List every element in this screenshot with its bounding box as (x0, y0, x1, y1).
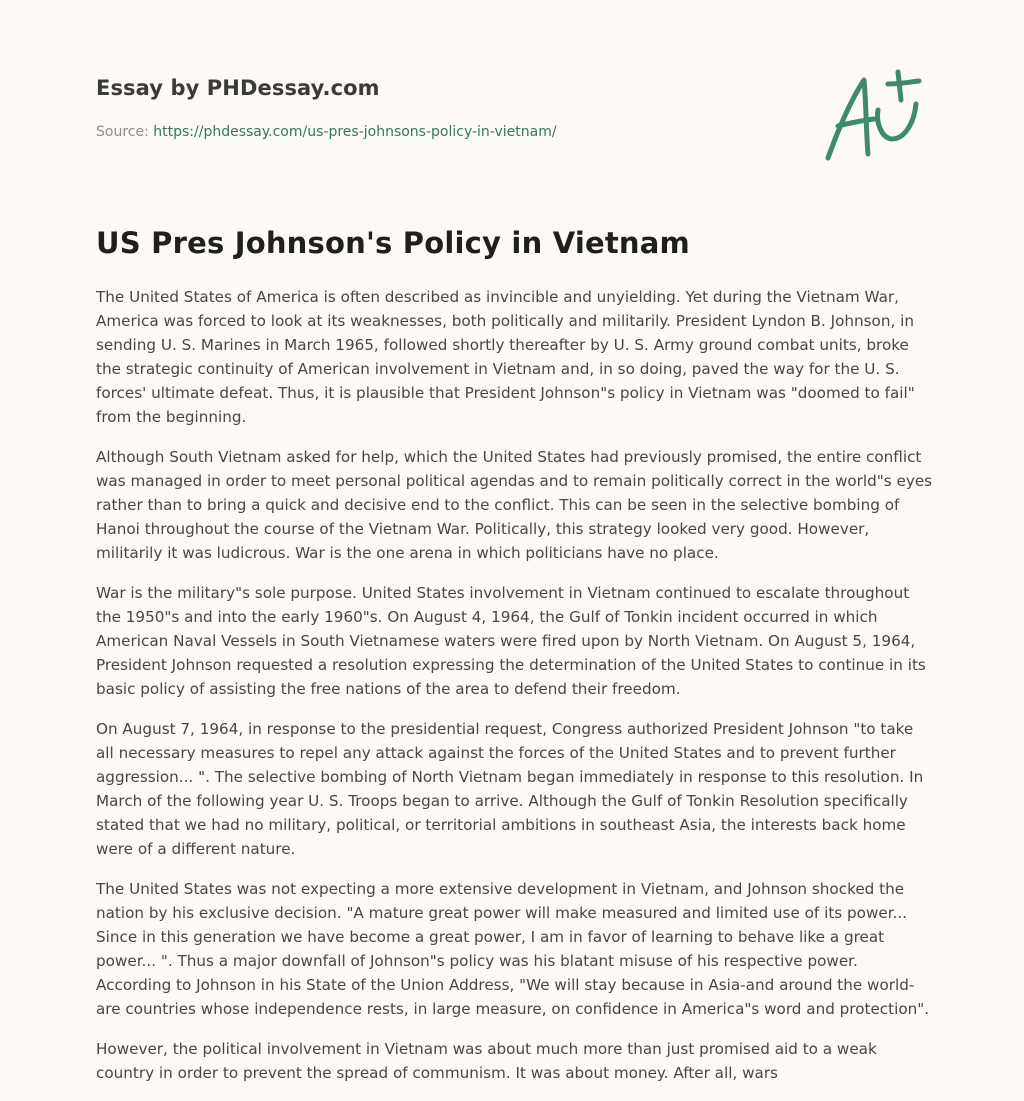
essay-paragraph: Although South Vietnam asked for help, which the United States had previously promised, the entire conflict was managed in order to meet personal political agendas and to remain politically correct in the world"s eyes rather than to bring a quick and decisive end to the conflict. This can be seen in the selective bombing of Hanoi throughout the course of the Vietnam War. Politically, this strategy looked very good. However, militarily it was ludicrous. War is the one arena in which politicians have no place. (96, 448, 933, 562)
essay-body (96, 285, 934, 1101)
essay-paragraph: The United States was not expecting a more extensive development in Vietnam, and Johnson shocked the nation by his exclusive decision. "A mature great power will make measured and limited use of its power... Since in this generation we have become a great power, I am in favor of learning to behave like a great power... ". Thus a major downfall of Johnson"s policy was his blatant misuse of his respective power. According to Johnson in his State of the Union Address, "We will stay because in Asia-and around the world-are countries whose independence rests, in large measure, on confidence in America"s word and protection". (96, 880, 930, 1018)
essay-title: US Pres Johnson's Policy in Vietnam (96, 226, 690, 260)
essay-paragraph: War is the military"s sole purpose. United States involvement in Vietnam continued to escalate throughout the 1950"s and into the early 1960"s. On August 4, 1964, the Gulf of Tonkin incident occurred in which American Naval Vessels in South Vietnamese waters were fired upon by North Vietnam. On August 5, 1964, President Johnson requested a resolution expressing the determination of the United States to continue in its basic policy of assisting the free nations of the area to defend their freedom. (96, 584, 926, 698)
site-title: Essay by PHDessay.com (96, 76, 380, 100)
essay-paragraph: On August 7, 1964, in response to the presidential request, Congress authorized President Johnson "to take all necessary measures to repel any attack against the forces of the United States and to prevent further aggression... ". The selective bombing of North Vietnam began immediately in response to this resolution. In March of the following year U. S. Troops began to arrive. Although the Gulf of Tonkin Resolution specifically stated that we had no military, political, or territorial ambitions in southeast Asia, the interests back home were of a different nature. (96, 720, 924, 858)
essay-page (96, 0, 936, 1082)
essay-paragraph: The United States of America is often described as invincible and unyielding. Yet during the Vietnam War, America was forced to look at its weaknesses, both politically and militarily. President Lyndon B. Johnson, in sending U. S. Marines in March 1965, followed shortly thereafter by U. S. Army ground combat units, broke the strategic continuity of American involvement in Vietnam and, in so doing, paved the way for the U. S. forces' ultimate defeat. Thus, it is plausible that President Johnson"s policy in Vietnam was "doomed to fail" from the beginning. (96, 288, 915, 426)
source-label: Source: (96, 124, 149, 140)
source-line (96, 124, 557, 140)
essay-paragraph: However, the political involvement in Vietnam was about much more than just promised aid to a weak country in order to prevent the spread of communism. It was about money. After all, wars (96, 1040, 877, 1082)
page-header (96, 0, 936, 200)
source-link[interactable]: https://phdessay.com/us-pres-johnsons-policy-in-vietnam/ (153, 124, 557, 140)
a-plus-logo-icon (824, 66, 928, 166)
